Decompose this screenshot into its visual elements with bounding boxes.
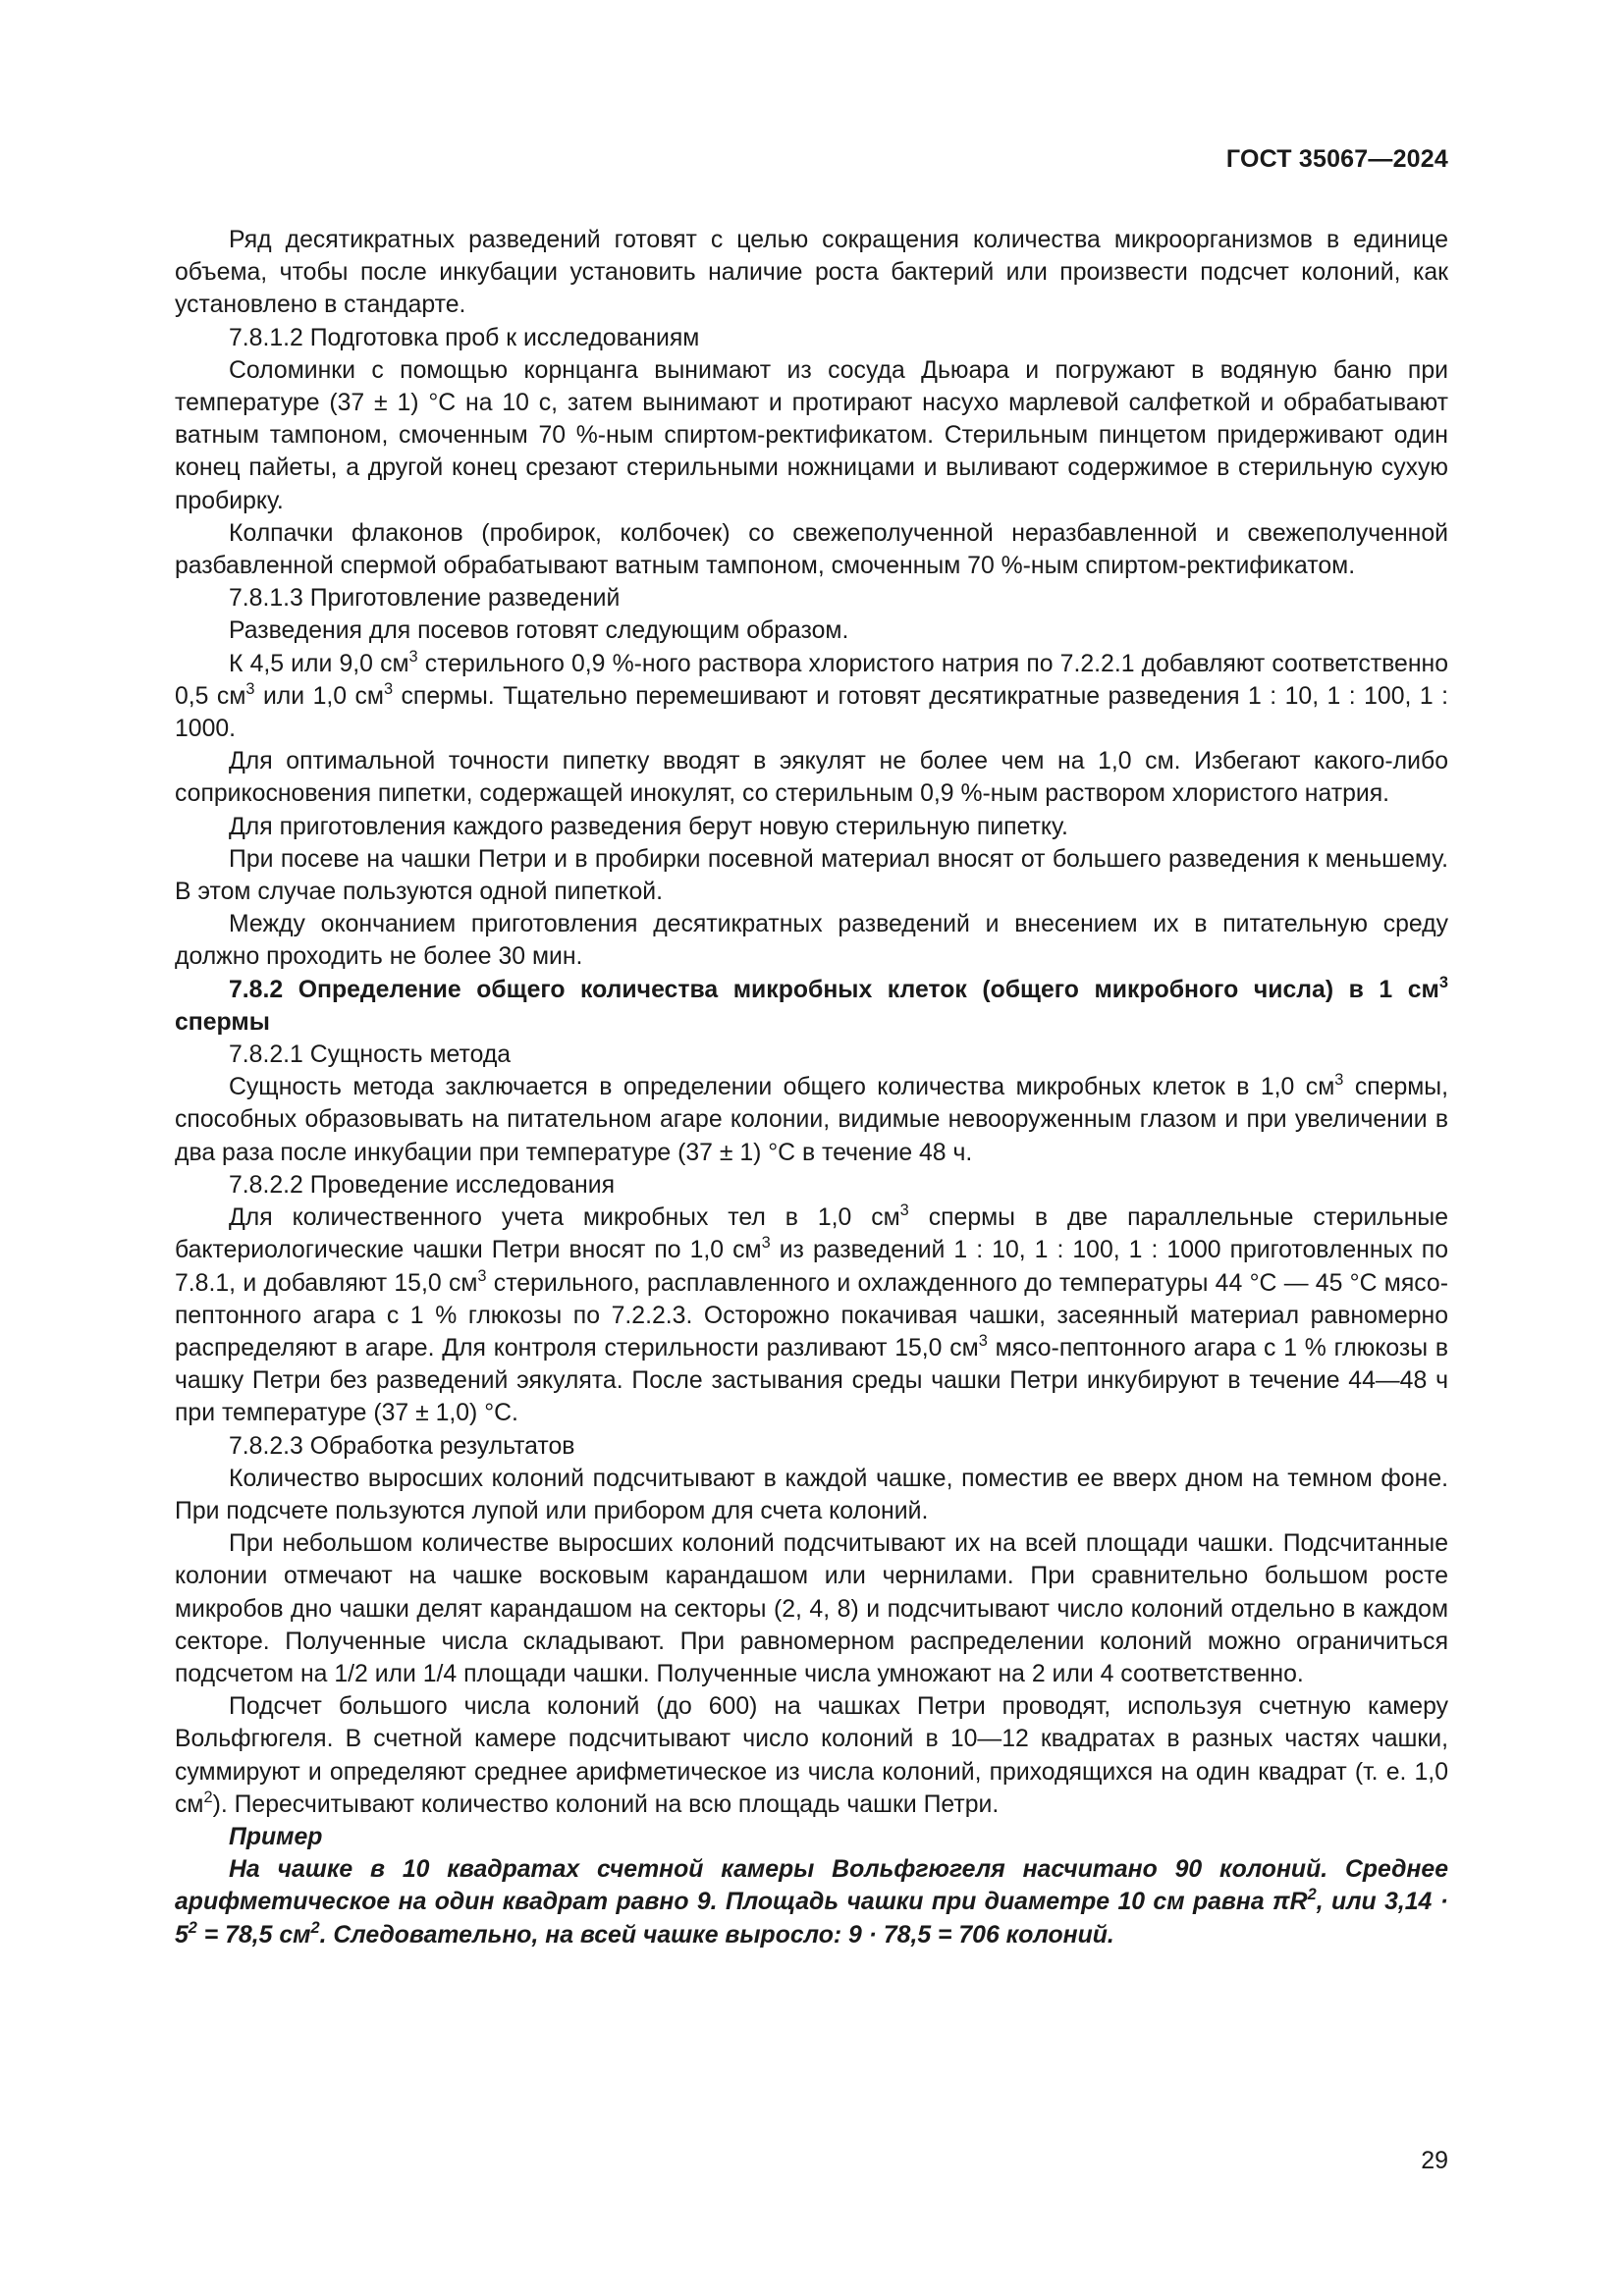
paragraph (175, 354, 1448, 517)
text-run: Для количественного учета микробных тел в 1,0 см (229, 1204, 900, 1232)
text-run: При посеве на чашки Петри и в пробирки посевной материал вносят от большего разведения к меньшему. В этом случае пользуются одной пипеткой. (175, 845, 1448, 906)
superscript: 3 (477, 1266, 487, 1285)
paragraph (175, 1690, 1448, 1821)
paragraph (175, 322, 1448, 354)
superscript: 3 (978, 1331, 988, 1350)
text-run: 7.8.1.3 Приготовление разведений (229, 585, 621, 613)
superscript: 2 (203, 1788, 213, 1806)
superscript: 3 (761, 1234, 771, 1253)
superscript: 3 (245, 679, 255, 698)
paragraph (175, 1201, 1448, 1429)
text-run: из разведений 1 : 10, 1 : 100, 1 : 1000 приготовленных по 7.8.1, и добавляют 15,0 см (175, 1237, 1448, 1297)
paragraph (175, 1169, 1448, 1201)
text-run: спермы. Тщательно перемешивают и готовят десятикратные разведения 1 : 10, 1 : 100, 1 : 1000. (175, 682, 1448, 743)
text-run: мясо-пептонного агара с 1 % глюкозы в чашку Петри без разведений эякулята. После застывания среды чашки Петри инкубируют в течение 44—48 ч при температуре (37 ± 1,0) °С. (175, 1334, 1448, 1427)
example-text (175, 1853, 1448, 1951)
text-run: , или 3,14 · 5 (175, 1889, 1448, 1949)
paragraph (175, 745, 1448, 810)
superscript: 3 (383, 679, 394, 698)
text-run: Колпачки флаконов (пробирок, колбочек) со свежеполученной неразбавленной и свежеполученной разбавленной спермой обрабатывают ватным тампоном, смоченным 70 %-ным спиртом-ректификатом. (175, 519, 1448, 580)
text-run: 7.8.2 Определение общего количества микробных клеток (общего микробного числа) в 1 см (229, 976, 1439, 1003)
paragraph (175, 1071, 1448, 1169)
document-body (175, 224, 1448, 1951)
paragraph (175, 1463, 1448, 1527)
section-heading (175, 974, 1448, 1039)
text-run: 7.8.2.1 Сущность метода (229, 1041, 512, 1069)
text-run: ). Пересчитывают количество колоний на всю площадь чашки Петри. (212, 1790, 1000, 1818)
paragraph (175, 811, 1448, 843)
text-run: спермы в две параллельные стерильные бактериологические чашки Петри вносят по 1,0 см (175, 1204, 1449, 1264)
text-run: При небольшом количестве выросших колоний подсчитывают их на всей площади чашки. Подсчитанные колонии отмечают на чашке восковым карандашом или чернилами. При сравнительно большом росте микробов дно чашки делят карандашом на секторы (2, 4, 8) и подсчитывают число колоний отдельно в каждом секторе. Полученные числа складывают. При равномерном распределении колоний можно ограничиться подсчетом на 1/2 или 1/4 площади чашки. Полученные числа умножают на 2 или 4 соответственно. (175, 1530, 1448, 1687)
text-run: Ряд десятикратных разведений готовят с целью сокращения количества микроорганизмов в единице объема, чтобы после инкубации установить наличие роста бактерий или произвести подсчет колоний, как установлено в стандарте. (175, 227, 1448, 319)
document-header-id: ГОСТ 35067—2024 (1225, 145, 1448, 173)
text-run: Подсчет большого числа колоний (до 600) на чашках Петри проводят, используя счетную камеру Вольфгюгеля. В счетной камере подсчитывают число колоний в 10—12 квадратах в разных частях чашки, суммируют и определяют среднее арифметическое из числа колоний, приходящихся на один квадрат (т. е. 1,0 см (175, 1693, 1448, 1818)
text-run: стерильного, расплавленного и охлажденного до температуры 44 °С — 45 °С мясо-пептонного агара с 1 % глюкозы по 7.2.2.3. Осторожно покачивая чашки, засеянный материал равномерно распределяют в агаре. Для контроля стерильности разливают 15,0 см (175, 1269, 1448, 1362)
page-number: 29 (1421, 2147, 1448, 2174)
text-run: 7.8.2.2 Проведение исследования (229, 1171, 616, 1199)
superscript: 3 (408, 647, 418, 666)
example-label (175, 1821, 1448, 1853)
text-run: Соломинки с помощью корнцанга вынимают из сосуда Дьюара и погружают в водяную баню при температуре (37 ± 1) °С на 10 с, затем вынимают и протирают насухо марлевой салфеткой и обрабатывают ватным тампоном, смоченным 70 %-ным спиртом-ректификатом. Стерильным пинцетом придерживают один конец пайеты, а другой конец срезают стерильными ножницами и выливают содержимое в стерильную сухую пробирку. (175, 356, 1448, 514)
text-run: Разведения для посевов готовят следующим образом. (229, 617, 849, 645)
text-run: К 4,5 или 9,0 см (229, 650, 409, 677)
text-run: стерильного 0,9 %-ного раствора хлористого натрия по 7.2.2.1 добавляют соответственно 0,5 см (175, 650, 1449, 710)
text-run: = 78,5 см (196, 1921, 311, 1949)
superscript: 2 (188, 1918, 197, 1937)
paragraph (175, 648, 1448, 746)
text-run: Между окончанием приготовления десятикратных разведений и внесением их в питательную среду должно проходить не более 30 мин. (175, 911, 1448, 971)
text-run: 7.8.2.3 Обработка результатов (229, 1432, 575, 1460)
paragraph (175, 614, 1448, 647)
paragraph (175, 582, 1448, 614)
text-run: На чашке в 10 квадратах счетной камеры Вольфгюгеля насчитано 90 колоний. Среднее арифметическое на один квадрат равно 9. Площадь чашки при диаметре 10 см равна πR (175, 1856, 1448, 1916)
superscript: 3 (1438, 973, 1448, 991)
paragraph (175, 1039, 1448, 1071)
text-run: Количество выросших колоний подсчитывают в каждой чашке, поместив ее вверх дном на темном фоне. При подсчете пользуются лупой или прибором для счета колоний. (175, 1465, 1448, 1524)
text-run: 7.8.1.2 Подготовка проб к исследованиям (229, 324, 700, 351)
text-run: Для приготовления каждого разведения берут новую стерильную пипетку. (229, 813, 1068, 840)
text-run: Для оптимальной точности пипетку вводят в эякулят не более чем на 1,0 см. Избегают какого-либо соприкосновения пипетки, содержащей инокулят, со стерильным 0,9 %-ным раствором хлористого натрия. (175, 748, 1448, 808)
superscript: 3 (899, 1201, 909, 1219)
paragraph (175, 843, 1448, 908)
text-run: Сущность метода заключается в определении общего количества микробных клеток в 1,0 см (229, 1074, 1335, 1101)
text-run: Пример (229, 1823, 323, 1850)
text-run: спермы, способных образовывать на питательном агаре колонии, видимые невооруженным глазом и при увеличении в два раза после инкубации при температуре (37 ± 1) °С в течение 48 ч. (175, 1074, 1448, 1166)
paragraph (175, 908, 1448, 973)
text-run: . Следовательно, на всей чашке выросло: 9 · 78,5 = 706 колоний. (319, 1921, 1114, 1949)
paragraph (175, 1430, 1448, 1463)
text-run: или 1,0 см (254, 682, 384, 710)
paragraph (175, 517, 1448, 582)
superscript: 3 (1334, 1071, 1344, 1090)
text-run: спермы (175, 1008, 270, 1036)
superscript: 2 (1307, 1886, 1317, 1904)
superscript: 2 (310, 1918, 320, 1937)
paragraph (175, 1527, 1448, 1690)
paragraph (175, 224, 1448, 322)
